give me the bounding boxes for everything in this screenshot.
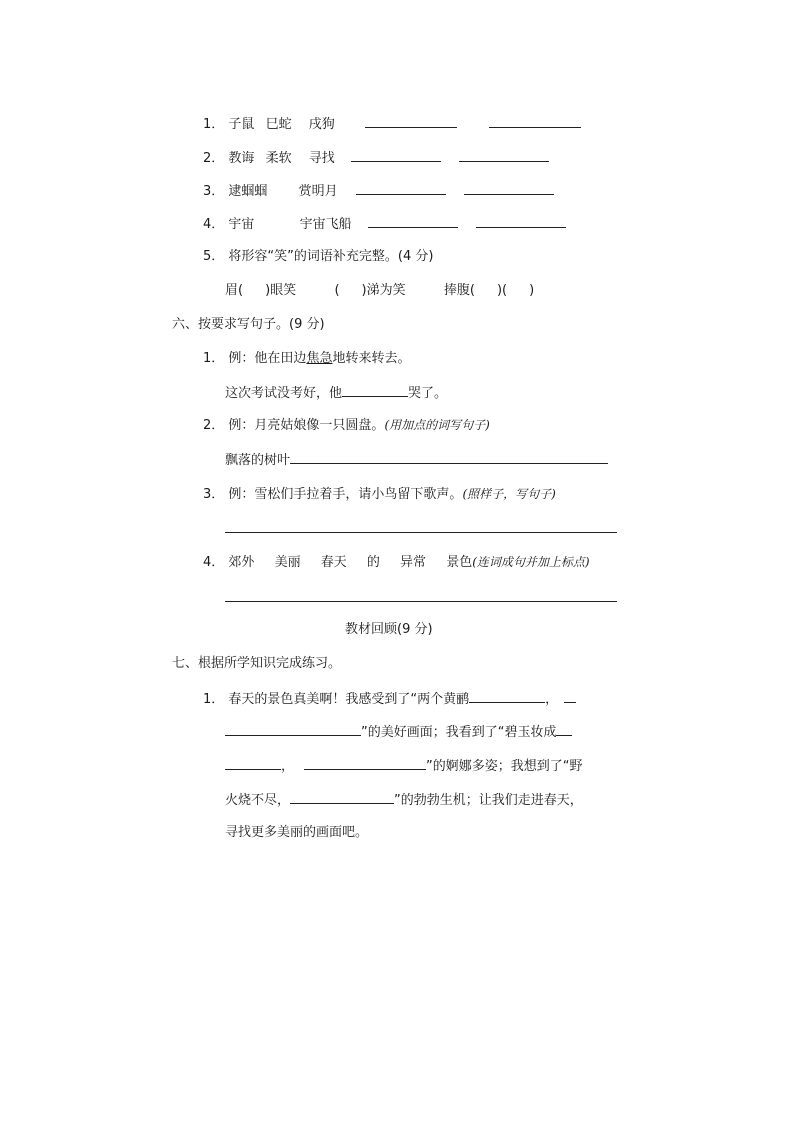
answer-blank[interactable]	[556, 722, 572, 736]
question-6-1	[203, 350, 410, 368]
word-part: )眼笑	[265, 283, 297, 298]
word: 教诲	[228, 151, 255, 166]
word-part: )(	[496, 283, 508, 298]
example-text: 例：月亮姑娘像一只圆盘。	[228, 418, 385, 433]
answer-blank[interactable]	[351, 148, 441, 162]
item-number: 2．	[203, 151, 225, 166]
answer-blank[interactable]	[225, 588, 617, 602]
question-6-3	[203, 485, 556, 504]
word: 子鼠	[228, 117, 255, 132]
question-5-5	[203, 248, 433, 266]
answer-blank[interactable]	[225, 756, 281, 770]
example-text: 地转来转去。	[332, 351, 411, 366]
word: 景色	[446, 555, 473, 570]
item-number: 4．	[203, 555, 225, 570]
word: 逮蝈蝈	[228, 184, 268, 199]
section-7-heading: 七、根据所学知识完成练习。	[172, 656, 342, 671]
answer-blank[interactable]	[290, 790, 394, 804]
example-text: 例：他在田边	[228, 351, 307, 366]
answer-blank[interactable]	[476, 214, 566, 228]
item-number: 4．	[203, 217, 225, 232]
question-6-3-answer-line[interactable]	[225, 519, 617, 539]
item-number: 1．	[203, 117, 225, 132]
item-number: 3．	[203, 184, 225, 199]
question-6-2	[203, 416, 490, 435]
answer-blank[interactable]	[564, 689, 576, 703]
question-7-1-line3	[225, 756, 583, 776]
question-6-1-answer	[225, 383, 447, 403]
question-7-1-line2	[225, 722, 572, 742]
answer-blank[interactable]	[489, 114, 581, 128]
question-6-4-answer-line[interactable]	[225, 588, 617, 608]
question-5-1	[203, 114, 581, 134]
passage-text: ，	[545, 692, 559, 707]
question-5-2	[203, 148, 549, 168]
word-part: (	[334, 283, 340, 298]
instruction-note: (连词成句并加上标点)	[472, 555, 590, 569]
instruction-note: (用加点的词写句子)	[384, 418, 490, 432]
sentence-text: 这次考试没考好，他	[225, 386, 343, 401]
word: 寻找	[308, 151, 335, 166]
word-part: )涕为笑	[361, 283, 406, 298]
question-7-1-line1	[203, 689, 576, 709]
passage-text: 春天的景色真美啊！我感受到了“两个黄鹂	[228, 692, 470, 707]
passage-text: ，	[281, 759, 295, 774]
answer-blank[interactable]	[365, 114, 457, 128]
sentence-text: 飘落的树叶	[225, 453, 291, 468]
word: 宇宙	[228, 217, 255, 232]
answer-blank[interactable]	[356, 181, 446, 195]
question-5-3	[203, 181, 554, 201]
passage-text: ”的勃勃生机；让我们走进春天，	[394, 793, 583, 808]
word: 春天	[320, 555, 347, 570]
answer-blank[interactable]	[342, 383, 408, 397]
item-number: 3．	[203, 487, 225, 502]
question-6-2-answer	[225, 450, 608, 470]
textbook-review-title: 教材回顾(9 分)	[345, 622, 433, 637]
answer-blank[interactable]	[290, 450, 608, 464]
answer-blank[interactable]	[225, 519, 617, 533]
answer-blank[interactable]	[225, 722, 361, 736]
example-text: 例：雪松们手拉着手，请小鸟留下歌声。	[228, 487, 463, 502]
emphasized-word: 焦急	[306, 351, 333, 366]
question-6-4	[203, 553, 590, 572]
answer-blank[interactable]	[459, 148, 549, 162]
smile-words-row	[225, 282, 534, 300]
passage-text: ”的婀娜多姿；我想到了“野	[426, 759, 583, 774]
passage-text: ”的美好画面；我看到了“碧玉妆成	[361, 725, 557, 740]
word-part: 捧腹(	[443, 283, 475, 298]
item-number: 2．	[203, 418, 225, 433]
item-number: 1．	[203, 351, 225, 366]
word: 郊外	[228, 555, 255, 570]
answer-blank[interactable]	[469, 689, 545, 703]
question-7-1-line4	[225, 790, 583, 810]
instruction-note: (照样子，写句子)	[462, 487, 556, 501]
sentence-text: 哭了。	[408, 386, 448, 401]
answer-blank[interactable]	[464, 181, 554, 195]
word: 异常	[400, 555, 427, 570]
item-number: 5．	[203, 249, 225, 264]
answer-blank[interactable]	[304, 756, 426, 770]
word: 宇宙飞船	[299, 217, 352, 232]
question-5-4	[203, 214, 566, 234]
word: 戌狗	[308, 117, 335, 132]
word: 柔软	[265, 151, 292, 166]
answer-blank[interactable]	[368, 214, 458, 228]
word-part: 眉(	[225, 283, 244, 298]
word: 的	[366, 555, 380, 570]
word-part: )	[529, 283, 535, 298]
word: 赏明月	[298, 184, 338, 199]
question-7-1-line5: 寻找更多美丽的画面吧。	[225, 825, 369, 840]
question-prompt: 将形容“笑”的词语补充完整。(4 分)	[228, 249, 434, 264]
item-number: 1．	[203, 692, 225, 707]
section-6-heading: 六、按要求写句子。(9 分)	[172, 317, 325, 332]
word: 巳蛇	[265, 117, 292, 132]
passage-text: 火烧不尽，	[225, 793, 291, 808]
word: 美丽	[274, 555, 301, 570]
